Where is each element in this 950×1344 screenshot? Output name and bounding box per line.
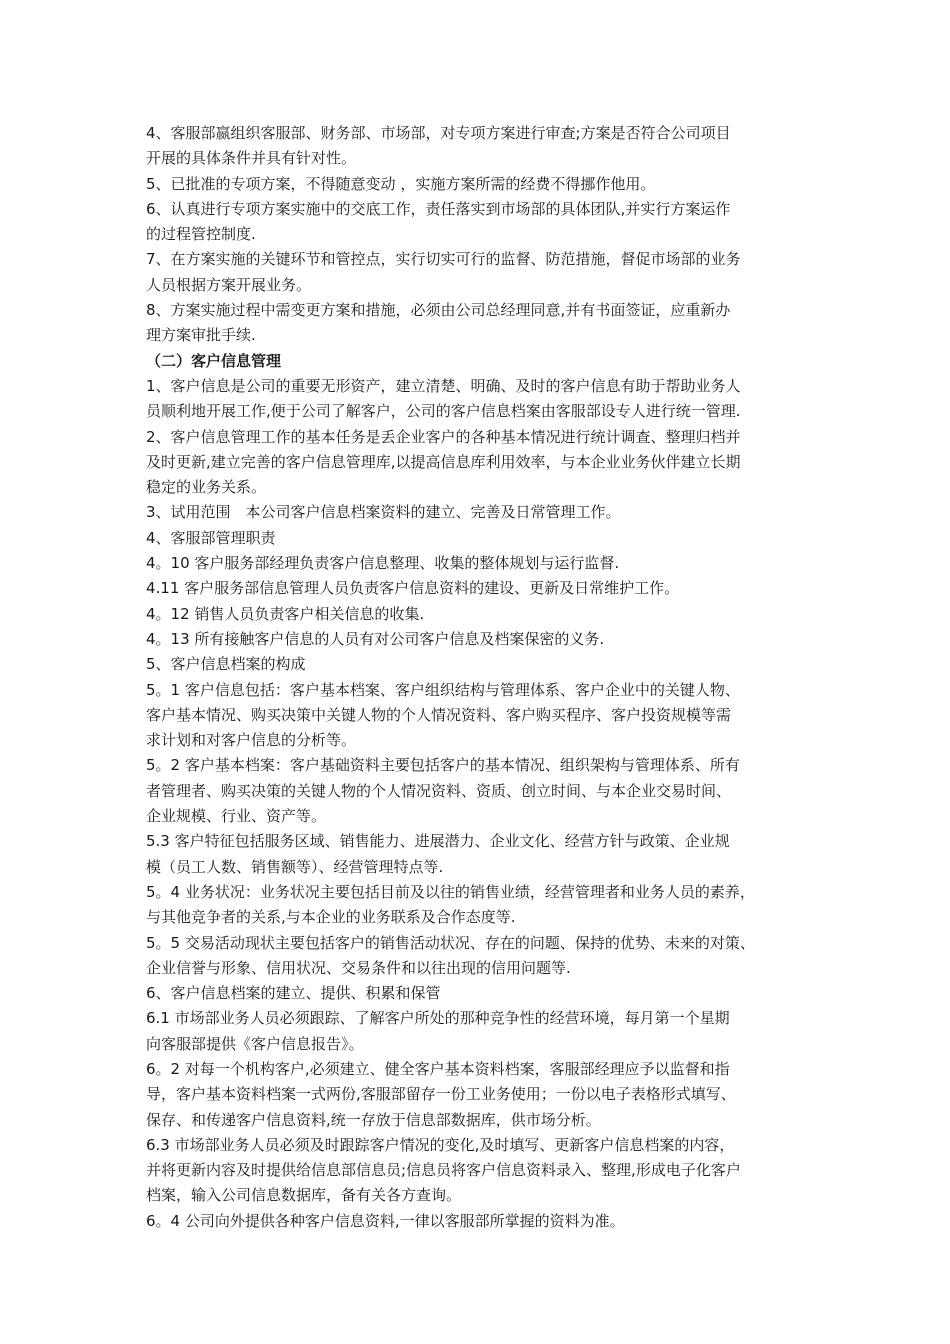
paragraph-line: 开展的具体条件并具有针对性。 (146, 149, 357, 168)
paragraph-line: 客户基本情况、购买决策中关键人物的个人情况资料、客户购买程序、客户投资规模等需 (146, 705, 732, 724)
paragraph-line: 7、在方案实施的关键环节和管控点，实行切实可行的监督、防范措施，督促市场部的业务 (146, 250, 741, 269)
paragraph-line: 4.11 客户服务部信息管理人员负责客户信息资料的建设、更新及日常维护工作。 (146, 579, 680, 598)
paragraph-line: 保存、和传递客户信息资料,统一存放于信息部数据库，供市场分析。 (146, 1110, 601, 1129)
paragraph-line: 档案，输入公司信息数据库，备有关各方查询。 (146, 1186, 462, 1205)
paragraph-line: 6、客户信息档案的建立、提供、积累和保管 (146, 984, 441, 1003)
paragraph-line: 4、客服部嬴组织客服部、财务部、市场部，对专项方案进行审查;方案是否符合公司项目 (146, 124, 731, 142)
paragraph-line: 5。5 交易活动现状主要包括客户的销售活动状况、存在的问题、保持的优势、未来的对策、 (146, 933, 755, 952)
paragraph-line: 求计划和对客户信息的分析等。 (146, 731, 357, 750)
paragraph-line: 4。12 销售人员负责客户相关信息的收集. (146, 604, 425, 623)
paragraph-line: 模（员工人数、销售额等）、经营管理特点等. (146, 857, 444, 876)
paragraph-line: 导，客户基本资料档案一式两份,客服部留存一份工业务使用；一份以电子表格形式填写、 (146, 1085, 736, 1104)
paragraph-line: 稳定的业务关系。 (146, 478, 267, 497)
paragraph-line: 5。4 业务状况：业务状况主要包括目前及以往的销售业绩，经营管理者和业务人员的素养， (146, 882, 755, 901)
paragraph-line: 5。1 客户信息包括：客户基本档案、客户组织结构与管理体系、客户企业中的关键人物、 (146, 680, 740, 699)
paragraph-line: 人员根据方案开展业务。 (146, 275, 312, 294)
paragraph-line: 企业规模、行业、资产等。 (146, 807, 327, 826)
paragraph-line: 企业信誉与形象、信用状况、交易条件和以往出现的信用问题等. (146, 958, 571, 977)
paragraph-line: 者管理者、购买决策的关键人物的个人情况资料、资质、创立时间、与本企业交易时间、 (146, 781, 732, 800)
paragraph-line: 及时更新,建立完善的客户信息管理库,以提高信息库利用效率，与本企业业务伙伴建立长期 (146, 452, 741, 471)
paragraph-line: 6。2 对每一个机构客户,必须建立、健全客户基本资料档案，客服部经理应予以监督和指 (146, 1059, 730, 1078)
paragraph-line: 3、试用范围 本公司客户信息档案资料的建立、完善及日常管理工作。 (146, 503, 621, 522)
paragraph-line: 与其他竞争者的关系,与本企业的业务联系及合作态度等. (146, 908, 516, 927)
paragraph-line: 8、方案实施过程中需变更方案和措施，必须由公司总经理同意,并有书面签证，应重新办 (146, 301, 731, 320)
paragraph-line: 4。13 所有接触客户信息的人员有对公司客户信息及档案保密的义务. (146, 629, 605, 648)
paragraph-line: 的过程管控制度. (146, 225, 256, 244)
paragraph-line: 6。4 公司向外提供各种客户信息资料,一律以客服部所掌握的资料为准。 (146, 1211, 625, 1230)
paragraph-line: 1、客户信息是公司的重要无形资产，建立清楚、明确、及时的客户信息有助于帮助业务人 (146, 376, 741, 395)
paragraph-line: 理方案审批手续. (146, 326, 256, 345)
paragraph-line: 4、客服部管理职责 (146, 528, 276, 547)
document-body (146, 121, 826, 1234)
paragraph-line: 5、客户信息档案的构成 (146, 655, 306, 674)
paragraph-line: 2、客户信息管理工作的基本任务是丢企业客户的各种基本情况进行统计调查、整理归档并 (146, 427, 741, 446)
paragraph-line: 6.3 市场部业务人员必须及时跟踪客户情况的变化,及时填写、更新客户信息档案的内容， (146, 1135, 735, 1154)
paragraph-line: 5、已批准的专项方案，不得随意变动 ，实施方案所需的经费不得挪作他用。 (146, 174, 656, 193)
paragraph-line: 向客服部提供《客户信息报告》。 (146, 1034, 364, 1053)
paragraph-line: 6、认真进行专项方案实施中的交底工作，责任落实到市场部的具体团队,并实行方案运作 (146, 199, 731, 218)
paragraph-line: 并将更新内容及时提供给信息部信息员;信息员将客户信息资料录入、整理,形成电子化客户 (146, 1161, 741, 1180)
paragraph-line: 5。2 客户基本档案：客户基础资料主要包括客户的基本情况、组织架构与管理体系、所有 (146, 756, 740, 775)
section-heading: （二）客户信息管理 (146, 351, 282, 370)
paragraph-line: 6.1 市场部业务人员必须跟踪、了解客户所处的那种竞争性的经营环境，每月第一个星期 (146, 1009, 730, 1028)
paragraph-line: 5.3 客户特征包括服务区域、销售能力、进展潜力、企业文化、经营方针与政策、企业规 (146, 832, 730, 851)
paragraph-line: 员顺利地开展工作,便于公司了解客户，公司的客户信息档案由客服部设专人进行统一管理. (146, 402, 741, 421)
paragraph-line: 4。10 客户服务部经理负责客户信息整理、收集的整体规划与运行监督. (146, 554, 620, 573)
